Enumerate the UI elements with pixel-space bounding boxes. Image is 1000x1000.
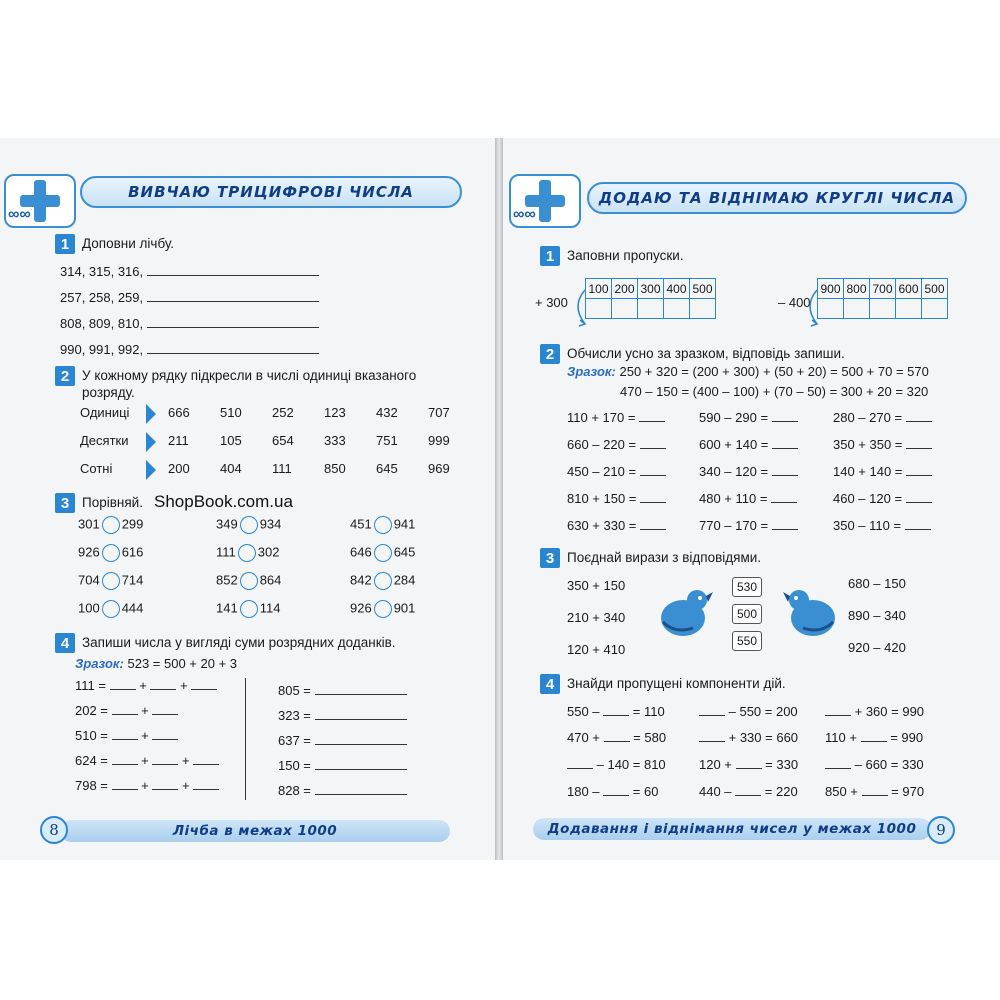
compare-circle[interactable] (240, 572, 258, 590)
answer-cell[interactable] (818, 299, 844, 319)
page-number: 8 (40, 816, 68, 844)
answer-blank[interactable] (862, 785, 888, 796)
number-value: 624 = (75, 753, 108, 768)
expression-text: 350 – 110 = (833, 518, 902, 533)
compare-item (350, 572, 415, 590)
task2-instruction-line2: розряду. (82, 385, 135, 400)
answer-blank[interactable] (112, 754, 138, 765)
task1-instruction: Доповни лічбу. (82, 236, 175, 251)
task-number: 4 (55, 633, 75, 653)
compare-item (78, 544, 143, 562)
task4-example: Зразок: 523 = 500 + 20 + 3 (75, 656, 238, 671)
expression (833, 437, 932, 452)
missing-component-expression (699, 730, 798, 745)
sum-item: 111 = + + (75, 678, 217, 693)
answer-blank[interactable] (193, 754, 219, 765)
task-number: 1 (55, 234, 75, 254)
number-value[interactable]: 200 (168, 461, 190, 477)
right-header (587, 182, 967, 214)
compare-circle[interactable] (238, 544, 256, 562)
expression-text: 440 – (699, 784, 732, 799)
arrow-icon (146, 432, 156, 452)
task4-instruction: Запиши числа у вигляді суми розрядних доданків. (82, 635, 396, 650)
expression-text: 180 – (567, 784, 600, 799)
expression (567, 464, 666, 479)
task2-example-2: 470 – 150 = (400 – 100) + (70 – 50) = 300 + 20 = 320 (620, 384, 929, 399)
count-row: 808, 809, 810, (60, 316, 319, 331)
table-value: 500 (922, 279, 948, 299)
expression-text: 280 – 270 = (833, 410, 903, 425)
number-value[interactable]: 111 (272, 461, 292, 477)
expression (699, 464, 798, 479)
right-footer-title: Додавання і віднімання чисел у межах 1000 (547, 821, 917, 837)
expression-text: – 140 = 810 (596, 757, 666, 772)
answer-blank[interactable] (191, 679, 217, 690)
number-value[interactable]: 645 (376, 461, 398, 477)
compare-circle[interactable] (374, 600, 392, 618)
left-footer-title: Лічба в межах 1000 (172, 823, 338, 839)
expression (567, 410, 665, 425)
sum-item: 624 = + + (75, 753, 219, 768)
answer-box[interactable]: 550 (732, 631, 762, 651)
answer-blank[interactable] (772, 465, 798, 476)
answer-cell[interactable] (664, 299, 690, 319)
answer-blank[interactable] (315, 684, 407, 695)
compare-circle[interactable] (374, 544, 392, 562)
answer-blank[interactable] (772, 411, 798, 422)
right-page (503, 138, 1000, 860)
missing-component-expression (825, 784, 924, 799)
missing-component-expression (567, 730, 666, 745)
expression (699, 491, 797, 506)
answer-blank[interactable] (112, 779, 138, 790)
answer-blank[interactable] (640, 438, 666, 449)
answer-blank[interactable] (772, 519, 798, 530)
minus-table (817, 278, 948, 319)
compare-circle[interactable] (240, 516, 258, 534)
table-value: 300 (638, 279, 664, 299)
task-number: 2 (540, 344, 560, 364)
missing-component-expression (567, 704, 665, 719)
task1-instruction: Заповни пропуски. (567, 248, 684, 263)
sum-item (278, 683, 407, 698)
match-right-expression[interactable]: 890 – 340 (848, 608, 906, 623)
number-value: 141 (216, 600, 238, 616)
number-value: 828 = (278, 783, 311, 798)
book-gutter (495, 138, 503, 860)
answer-blank[interactable] (640, 465, 666, 476)
compare-circle[interactable] (102, 544, 120, 562)
digit-place-label: Сотні (80, 461, 113, 477)
table-value: 600 (896, 279, 922, 299)
number-value: 299 (121, 516, 144, 532)
expression-text: 140 + 140 = (833, 464, 903, 479)
math-plus-icon: ∞∞ (4, 174, 76, 228)
answer-blank[interactable] (699, 705, 725, 716)
digit-row (80, 460, 480, 480)
digit-row (80, 432, 480, 452)
answer-blank[interactable] (315, 734, 407, 745)
answer-cell[interactable] (844, 299, 870, 319)
expression-text: 450 – 210 = (567, 464, 637, 479)
answer-blank[interactable] (152, 729, 178, 740)
number-value: 864 (259, 572, 282, 588)
compare-circle[interactable] (102, 516, 120, 534)
expression-text: = 990 (890, 730, 924, 745)
number-value: 926 (350, 600, 372, 616)
number-value[interactable]: 105 (220, 433, 242, 449)
answer-blank[interactable] (906, 411, 932, 422)
answer-blank[interactable] (152, 754, 178, 765)
count-row: 314, 315, 316, (60, 264, 319, 279)
number-value: 646 (350, 544, 372, 560)
answer-cell[interactable] (612, 299, 638, 319)
answer-blank[interactable] (639, 411, 665, 422)
answer-blank[interactable] (906, 492, 932, 503)
expression-text: 550 – (567, 704, 600, 719)
number-value: 934 (259, 516, 282, 532)
expression-text: 480 + 110 = (699, 491, 768, 506)
number-value[interactable]: 211 (168, 433, 189, 449)
expression-text: = 580 (633, 730, 667, 745)
number-value[interactable]: 404 (220, 461, 242, 477)
arrow-icon (146, 404, 156, 424)
table-value: 900 (818, 279, 844, 299)
sum-item (278, 733, 407, 748)
number-value: 805 = (278, 683, 311, 698)
compare-item (350, 600, 415, 618)
answer-blank[interactable] (736, 758, 762, 769)
expression-text: + 360 = 990 (854, 704, 925, 719)
match-left-expression[interactable]: 120 + 410 (567, 642, 626, 657)
open-workbook (0, 138, 1000, 860)
number-value[interactable]: 432 (376, 405, 398, 421)
answer-blank[interactable] (112, 704, 138, 715)
expression-text: + 330 = 660 (728, 730, 799, 745)
expression-text: 850 + (825, 784, 858, 799)
digit-place-label: Одиниці (80, 405, 130, 421)
watermark-text: ShopBook.com.ua (154, 492, 293, 511)
missing-component-expression (567, 784, 658, 799)
number-value[interactable]: 123 (324, 405, 346, 421)
task-number: 1 (540, 246, 560, 266)
expression-text: 630 + 330 = (567, 518, 637, 533)
number-value: 202 = (75, 703, 108, 718)
number-value: 451 (350, 516, 372, 532)
count-row: 257, 258, 259, (60, 290, 319, 305)
expression-text: – 550 = 200 (728, 704, 798, 719)
answer-blank[interactable] (771, 492, 797, 503)
expression (567, 437, 666, 452)
digit-place-label: Десятки (80, 433, 129, 449)
compare-item (78, 600, 143, 618)
number-value: 926 (78, 544, 100, 560)
number-value: 302 (257, 544, 280, 560)
sum-item: 510 = + (75, 728, 178, 743)
sum-item (278, 783, 407, 798)
answer-blank[interactable] (603, 785, 629, 796)
expression-text: 120 + (699, 757, 732, 772)
expression-text: 810 + 150 = (567, 491, 637, 506)
answer-blank[interactable] (905, 519, 931, 530)
answer-cell[interactable] (922, 299, 948, 319)
sum-item: 202 = + (75, 703, 178, 718)
expression (833, 464, 932, 479)
number-value: 901 (393, 600, 416, 616)
table-value: 400 (664, 279, 690, 299)
answer-blank[interactable] (152, 779, 178, 790)
missing-component-expression (825, 704, 924, 719)
plus-table (585, 278, 716, 319)
answer-blank[interactable] (315, 709, 407, 720)
missing-component-expression (825, 757, 924, 772)
task2-instruction: Обчисли усно за зразком, відповідь запиши. (567, 346, 845, 361)
missing-component-expression (825, 730, 923, 745)
compare-circle[interactable] (374, 516, 392, 534)
task2-example-1: Зразок: 250 + 320 = (200 + 300) + (50 + 20) = 500 + 70 = 570 (567, 364, 929, 379)
number-value: 798 = (75, 778, 108, 793)
task3-instruction: Поєднай вирази з відповідями. (567, 550, 762, 565)
expression-text: 110 + (825, 730, 857, 745)
match-left-expression[interactable]: 210 + 340 (567, 610, 626, 625)
number-value: 150 = (278, 758, 311, 773)
count-row: 990, 991, 992, (60, 342, 319, 357)
expression-text: = 60 (632, 784, 659, 799)
compare-circle[interactable] (102, 600, 120, 618)
left-header-title: ВИВЧАЮ ТРИЦИФРОВІ ЧИСЛА (128, 183, 414, 201)
column-divider (245, 678, 246, 800)
expression-text: 350 + 350 = (833, 437, 903, 452)
expression-text: – 660 = 330 (854, 757, 924, 772)
task-number: 4 (540, 674, 560, 694)
number-value: 616 (121, 544, 144, 560)
number-value: 111 (216, 544, 236, 560)
expression-text: 600 + 140 = (699, 437, 769, 452)
answer-blank[interactable] (112, 729, 138, 740)
answer-blank[interactable] (735, 785, 761, 796)
arrow-icon (146, 460, 156, 480)
expression-text: 590 – 290 = (699, 410, 769, 425)
number-value: 941 (393, 516, 416, 532)
answer-blank[interactable] (150, 679, 176, 690)
expression-text: = 220 (764, 784, 798, 799)
missing-component-expression (567, 757, 666, 772)
task3-instruction: Порівняй. (82, 495, 143, 510)
number-value: 510 = (75, 728, 108, 743)
number-value[interactable]: 969 (428, 461, 450, 477)
compare-circle[interactable] (374, 572, 392, 590)
compare-item (78, 516, 143, 534)
expression-text: = 110 (632, 704, 665, 719)
table-value: 500 (690, 279, 716, 299)
missing-component-expression (699, 704, 798, 719)
missing-component-expression (699, 784, 798, 799)
compare-item (350, 516, 415, 534)
match-right-expression[interactable]: 920 – 420 (848, 640, 906, 655)
compare-item (216, 544, 279, 562)
number-value: 323 = (278, 708, 311, 723)
minus-operator-label: – 400 (778, 295, 811, 310)
answer-blank[interactable] (110, 679, 136, 690)
answer-cell[interactable] (870, 299, 896, 319)
number-value[interactable]: 654 (272, 433, 294, 449)
expression (567, 518, 666, 533)
answer-blank[interactable] (906, 438, 932, 449)
expression (833, 518, 931, 533)
table-value: 100 (586, 279, 612, 299)
answer-blank[interactable] (861, 731, 887, 742)
answer-blank[interactable] (825, 758, 851, 769)
sum-item (278, 758, 407, 773)
table-value: 700 (870, 279, 896, 299)
answer-blank[interactable] (906, 465, 932, 476)
task-number: 2 (55, 366, 75, 386)
answer-blank[interactable] (315, 759, 407, 770)
number-value: 637 = (278, 733, 311, 748)
answer-blank[interactable] (567, 758, 593, 769)
compare-item (350, 544, 415, 562)
number-value: 852 (216, 572, 238, 588)
expression-text: = 330 (765, 757, 799, 772)
compare-circle[interactable] (102, 572, 120, 590)
math-plus-icon: ∞∞ (509, 174, 581, 228)
right-header-title: ДОДАЮ ТА ВІДНІМАЮ КРУГЛІ ЧИСЛА (598, 189, 956, 207)
number-value[interactable]: 999 (428, 433, 450, 449)
number-value: 714 (121, 572, 144, 588)
number-value: 349 (216, 516, 238, 532)
expression (567, 491, 666, 506)
expression-text: 340 – 120 = (699, 464, 769, 479)
expression-text: 110 + 170 = (567, 410, 636, 425)
answer-blank[interactable] (640, 492, 666, 503)
compare-item (216, 600, 280, 618)
task2-instruction-line1: У кожному рядку підкресли в числі одиниці вказаного (82, 368, 417, 383)
answer-cell[interactable] (586, 299, 612, 319)
number-value: 100 (78, 600, 100, 616)
expression-text: 770 – 170 = (699, 518, 769, 533)
answer-blank[interactable] (193, 779, 219, 790)
expression (699, 410, 798, 425)
compare-item (78, 572, 143, 590)
answer-blank[interactable] (772, 438, 798, 449)
answer-blank[interactable] (699, 731, 725, 742)
number-value[interactable]: 751 (376, 433, 398, 449)
number-value[interactable]: 850 (324, 461, 346, 477)
expression-text: 460 – 120 = (833, 491, 903, 506)
plus-operator-label: + 300 (535, 295, 568, 310)
left-footer (60, 820, 450, 842)
answer-cell[interactable] (896, 299, 922, 319)
missing-component-expression (699, 757, 798, 772)
table-value: 800 (844, 279, 870, 299)
expression-text: = 970 (891, 784, 925, 799)
number-value[interactable]: 666 (168, 405, 190, 421)
number-value[interactable]: 252 (272, 405, 294, 421)
task-number: 3 (55, 493, 75, 513)
answer-box[interactable]: 500 (732, 604, 762, 624)
task4-instruction: Знайди пропущені компоненти дій. (567, 676, 786, 691)
compare-item (216, 572, 281, 590)
number-value: 645 (393, 544, 416, 560)
expression (833, 410, 932, 425)
answer-blank[interactable] (604, 731, 630, 742)
right-footer (533, 818, 931, 840)
answer-blank[interactable] (603, 705, 629, 716)
expression (699, 518, 798, 533)
match-right-expression[interactable]: 680 – 150 (848, 576, 906, 591)
number-value[interactable]: 510 (220, 405, 242, 421)
table-value: 200 (612, 279, 638, 299)
number-value: 284 (393, 572, 416, 588)
compare-circle[interactable] (240, 600, 258, 618)
sum-item: 798 = + + (75, 778, 219, 793)
sum-item (278, 708, 407, 723)
number-value: 301 (78, 516, 100, 532)
page-number: 9 (927, 816, 955, 844)
answer-box[interactable]: 530 (732, 577, 762, 597)
compare-item (216, 516, 281, 534)
answer-cell[interactable] (638, 299, 664, 319)
expression-text: 470 + (567, 730, 600, 745)
number-value: 842 (350, 572, 372, 588)
expression (699, 437, 798, 452)
number-value[interactable]: 333 (324, 433, 346, 449)
answer-blank[interactable] (315, 784, 407, 795)
digit-row (80, 404, 480, 424)
number-value: 111 = (75, 678, 106, 693)
expression-text: 660 – 220 = (567, 437, 637, 452)
answer-blank[interactable] (825, 705, 851, 716)
task-number: 3 (540, 548, 560, 568)
bird-icon (783, 582, 843, 642)
number-value[interactable]: 707 (428, 405, 450, 421)
bird-icon (653, 582, 713, 642)
match-left-expression[interactable]: 350 + 150 (567, 578, 626, 593)
number-value: 704 (78, 572, 100, 588)
number-value: 114 (259, 600, 281, 616)
answer-blank[interactable] (152, 704, 178, 715)
answer-cell[interactable] (690, 299, 716, 319)
expression (833, 491, 932, 506)
answer-blank[interactable] (640, 519, 666, 530)
left-header (80, 176, 462, 208)
number-value: 444 (121, 600, 144, 616)
